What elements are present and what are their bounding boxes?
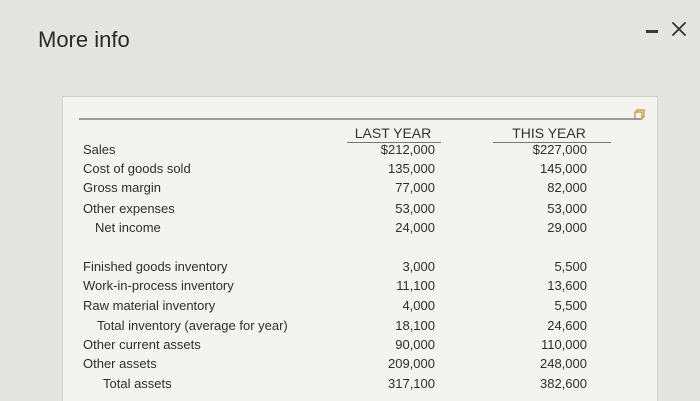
table-row [63,318,657,338]
row-label: Total assets [103,376,172,391]
last-year-value: 77,000 [395,180,435,195]
last-year-value: 11,100 [396,278,435,293]
dialog-title: More info [38,27,130,52]
this-year-value: 53,000 [547,201,587,216]
this-year-value: 29,000 [547,220,587,235]
last-year-value: 135,000 [388,161,435,176]
last-year-value: 18,100 [395,318,435,333]
table-row [63,142,657,162]
table-row [63,161,657,181]
last-year-value: 53,000 [395,201,435,216]
table-row [63,220,657,240]
last-year-value: 24,000 [395,220,435,235]
last-year-value: 209,000 [388,356,435,371]
window-controls [646,22,686,36]
this-year-value: 5,500 [554,259,587,274]
row-label: Net income [95,220,161,235]
row-label: Total inventory (average for year) [97,318,288,333]
row-label: Other assets [83,356,157,371]
last-year-value: 317,100 [388,376,435,391]
table-row [63,356,657,376]
column-header-this-year: THIS YEAR [512,125,586,141]
table-row [63,298,657,318]
table-row [63,337,657,357]
row-label: Other current assets [83,337,201,352]
this-year-value: 13,600 [547,278,587,293]
table-row [63,180,657,200]
last-year-value: $212,000 [380,142,435,157]
last-year-value: 90,000 [395,337,435,352]
row-label: Raw material inventory [83,298,216,313]
minimize-icon[interactable] [646,30,658,33]
info-table-panel [62,96,658,401]
this-year-value: 382,600 [540,376,587,391]
table-row [63,259,657,279]
this-year-value: 248,000 [540,356,587,371]
row-label: Finished goods inventory [83,259,228,274]
table-row [63,278,657,298]
close-icon[interactable] [672,22,686,36]
row-label: Gross margin [83,180,162,195]
column-header-last-year: LAST YEAR [354,125,432,141]
row-label: Other expenses [83,201,175,216]
table-top-rule [79,118,641,120]
this-year-value: 24,600 [547,318,587,333]
row-label: Sales [83,142,116,157]
this-year-value: 82,000 [547,180,587,195]
row-label: Cost of goods sold [83,161,191,176]
row-label: Work-in-process inventory [83,278,234,293]
table-row [63,376,657,396]
table-row [63,201,657,221]
this-year-value: $227,000 [532,142,587,157]
last-year-value: 3,000 [402,259,435,274]
last-year-value: 4,000 [402,298,435,313]
this-year-value: 5,500 [554,298,587,313]
this-year-value: 110,000 [540,337,587,352]
this-year-value: 145,000 [540,161,587,176]
